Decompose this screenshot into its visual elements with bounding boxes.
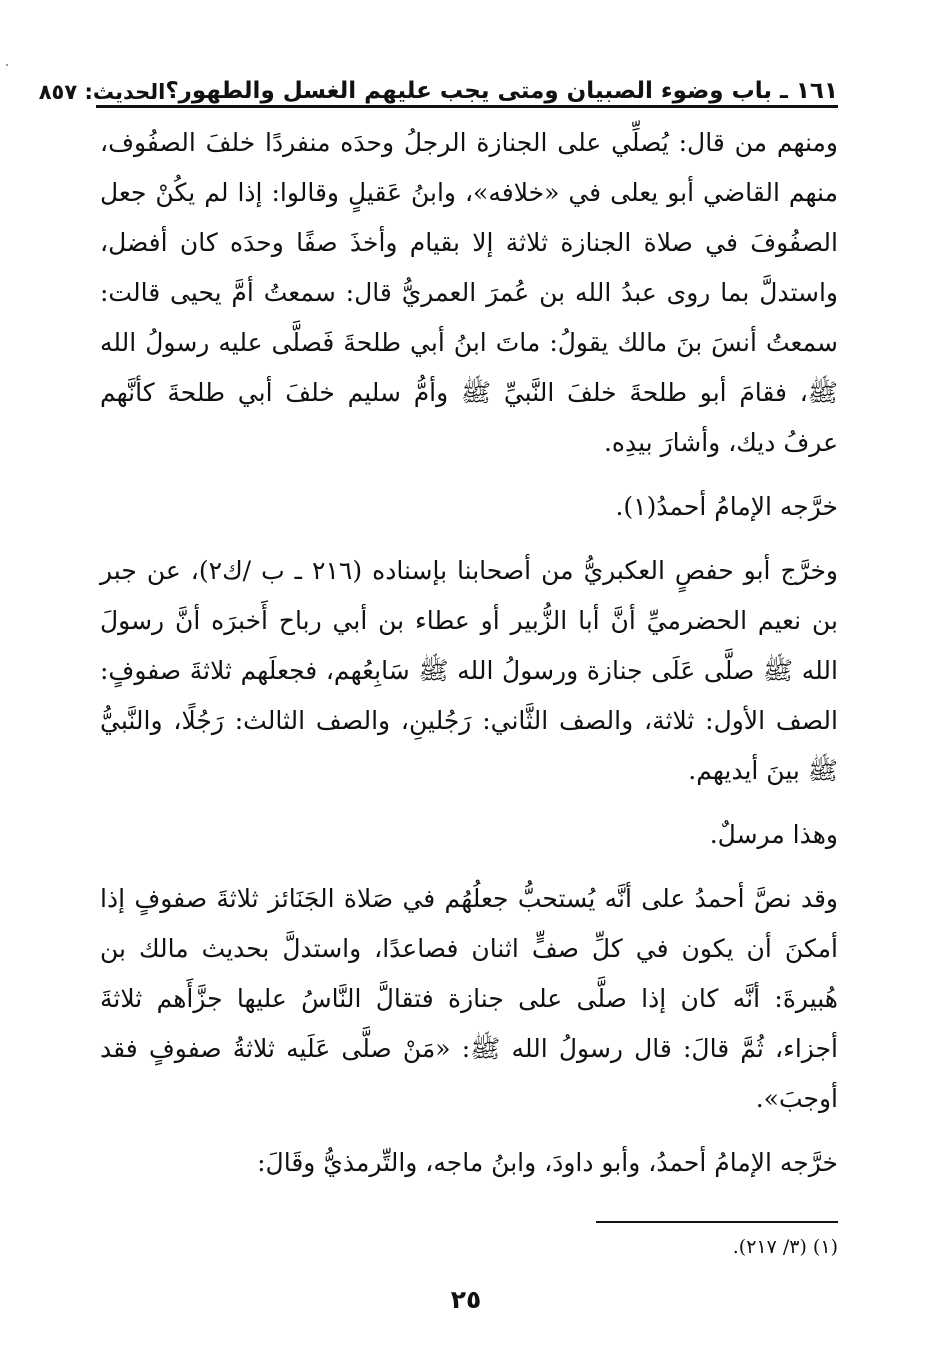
- paragraph-5: وقد نصَّ أحمدُ على أنَّه يُستحبُّ جعلُهُم في صَلاة الجَنَائز ثلاثةَ صفوفٍ إذا أمكنَ أن يكون في كلِّ صفٍّ اثنان فصاعدًا، واستدلَّ بحديث مالك بن هُبيرةَ: أنَّه كان إذا صلَّى على جنازة فتقالَّ النَّاسُ عليها جزَّأَهم ثلاثةَ أجزاء، ثُمَّ قالَ: قال رسولُ الله ﷺ: «مَنْ صلَّى عَلَيه ثلاثةُ صفوفٍ فقد أوجبَ».: [100, 884, 838, 1113]
- header-divider: [96, 105, 838, 108]
- paragraph-3: وخرَّج أبو حفصٍ العكبريُّ من أصحابنا بإسناده (٢١٦ ـ ب /ك٢)، عن جبر بن نعيم الحضرميِّ أنَّ أبا الزُّبير أو عطاء بن أبي رباح أَخبرَه أنَّ رسولَ الله ﷺ صلَّى عَلَى جنازة ورسولُ الله ﷺ سَابِعُهم، فجعلَهم ثلاثةَ صفوفٍ: الصف الأول: ثلاثة، والصف الثَّاني: رَجُلينِ، والصف الثالث: رَجُلًا، والنَّبيُّ ﷺ بينَ أيديهم.: [100, 556, 838, 785]
- footnote: (١) (٣/ ٢١٧).: [732, 1236, 838, 1258]
- chapter-title: ١٦١ ـ باب وضوء الصبيان ومتى يجب عليهم الغسل والطهور؟: [165, 78, 838, 104]
- scan-margin-mark: [6, 64, 8, 66]
- page-number: ٢٥: [450, 1285, 482, 1314]
- paragraph-4: وهذا مرسلٌ.: [709, 820, 838, 849]
- paragraph-1: ومنهم من قال: يُصلِّي على الجنازة الرجلُ وحدَه منفردًا خلفَ الصفُوف، منهم القاضي أبو يعلى في «خلافه»، وابنُ عَقيلٍ وقالوا: إذا لم يكُنْ جعل الصفُوفَ في صلاة الجنازة ثلاثة إلا بقيام وأخذَ صفًا وحدَه كان أفضل، واستدلَّ بما روى عبدُ الله بن عُمرَ العمريُّ قال: سمعتُ أمَّ يحيى قالت: سمعتُ أنسَ بنَ مالك يقولُ: ماتَ ابنُ أبي طلحةَ فَصلَّى عليه رسولُ الله ﷺ، فقامَ أبو طلحةَ خلفَ النَّبيِّ ﷺ وأمُّ سليم خلفَ أبي طلحةَ كأنَّهم عرفُ ديك، وأشارَ بيدِه.: [100, 128, 838, 457]
- running-header: [38, 70, 838, 104]
- paragraph-2: خرَّجه الإمامُ أحمدُ(١).: [615, 492, 838, 521]
- main-text: [100, 118, 838, 1188]
- hadith-number: الحديث: ٨٥٧: [38, 80, 166, 104]
- footnote-divider: [596, 1221, 838, 1223]
- paragraph-6: خرَّجه الإمامُ أحمدُ، وأبو داودَ، وابنُ ماجه، والتِّرمذيُّ وقَالَ:: [257, 1148, 838, 1177]
